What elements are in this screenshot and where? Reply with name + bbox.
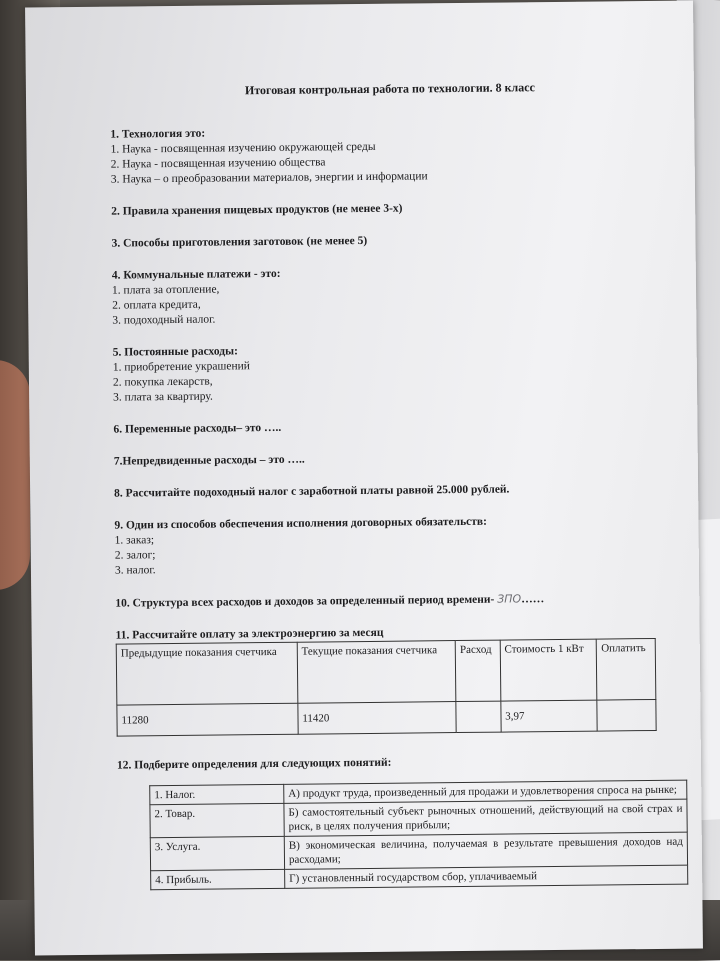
term-cell: 3. Услуга. [150,836,284,870]
term-cell: 4. Прибыль. [151,869,285,889]
page-title: Итоговая контрольная работа по технологии. 8 класс [244,80,535,98]
question-11-heading: 11. Рассчитайте оплату за электроэнергию за месяц [115,626,384,642]
sheet-content [110,79,683,891]
question-heading: 5. Постоянные расходы: [112,345,238,359]
question-heading: 7.Непредвиденные расходы – это ….. [113,453,305,468]
definition-cell: Б) самостоятельный субъект рыночных отношений, действующий на свой страх и риск, в целях получения прибыли; [284,799,687,836]
question-12-heading: 12. Подберите определения для следующих понятий: [116,756,392,772]
table-cell: 11420 [298,702,457,735]
exam-sheet [25,1,703,956]
table-row [117,699,656,736]
option-item: 2. залог; [114,549,156,562]
table-cell [597,699,656,731]
question-3 [111,231,671,252]
question-6 [113,417,673,438]
definition-cell: В) экономическая величина, получаемая в результате превышения доходов над расходами; [284,832,687,869]
option-item: 1. заказ; [114,534,155,547]
question-heading: 8. Рассчитайте подоходный налог с заработной платы равной 25.000 рублей. [114,483,510,500]
option-item: 2. покупка лекарств, [112,375,213,389]
question-2 [111,199,671,220]
question-4 [112,263,673,329]
option-item: 1. приобретение украшений [112,360,250,374]
question-7 [114,449,674,470]
option-item: 1. Наука - посвященная изучению окружающей среды [110,140,376,156]
answer-dots: …… [521,593,545,606]
option-item: 3. подоходный налог. [112,313,216,327]
question-heading: 1. Технология это: [110,127,206,141]
table-cell: 3,97 [501,700,598,732]
table-row [150,832,687,871]
definition-cell: Г) установленный государством сбор, уплачиваемый [285,865,688,888]
question-8 [114,481,674,502]
column-header: Стоимость 1 кВт [500,639,597,701]
column-header: Расход [455,640,500,701]
question-5 [113,340,674,406]
option-item: 1. плата за отопление, [111,283,220,297]
term-cell: 1. Налог. [150,784,284,804]
question-heading: 6. Переменные расходы– это ….. [113,421,282,436]
option-item: 3. налог. [114,564,156,577]
table-cell [456,701,501,732]
question-heading: 9. Один из способов обеспечения исполнения договорных обязательств: [114,515,488,532]
electricity-table [116,638,657,737]
hand-holding-paper [0,360,30,590]
definitions-table [149,780,688,891]
question-heading: 2. Правила хранения пищевых продуктов (не менее 3-х) [111,202,403,218]
option-item: 2. Наука - посвященная изучению общества [110,156,326,171]
table-row [150,799,687,838]
term-cell: 2. Товар. [150,803,284,837]
column-header: Предыдущие показания счетчика [116,642,297,705]
definition-cell: А) продукт труда, произведенный для продажи и удовлетворения спроса на рынке; [284,780,687,803]
question-1 [110,122,671,188]
column-header: Оплатить [597,638,656,700]
question-heading: 10. Структура всех расходов и доходов за определенный период времени- [115,593,495,610]
question-9 [114,513,675,579]
option-item: 3. плата за квартиру. [113,390,213,404]
table-header-row [116,638,656,705]
column-header: Текущие показания счетчика [297,641,456,704]
question-heading: 4. Коммунальные платежи - это: [111,267,281,282]
handwritten-answer: ЗПО [497,592,522,606]
table-cell: 11280 [117,703,298,736]
option-item: 2. оплата кредита, [112,298,201,312]
question-10 [115,590,675,612]
question-heading: 3. Способы приготовления заготовок (не менее 5) [111,234,368,250]
option-item: 3. Наука – о преобразовании материалов, энергии и информации [110,170,428,186]
